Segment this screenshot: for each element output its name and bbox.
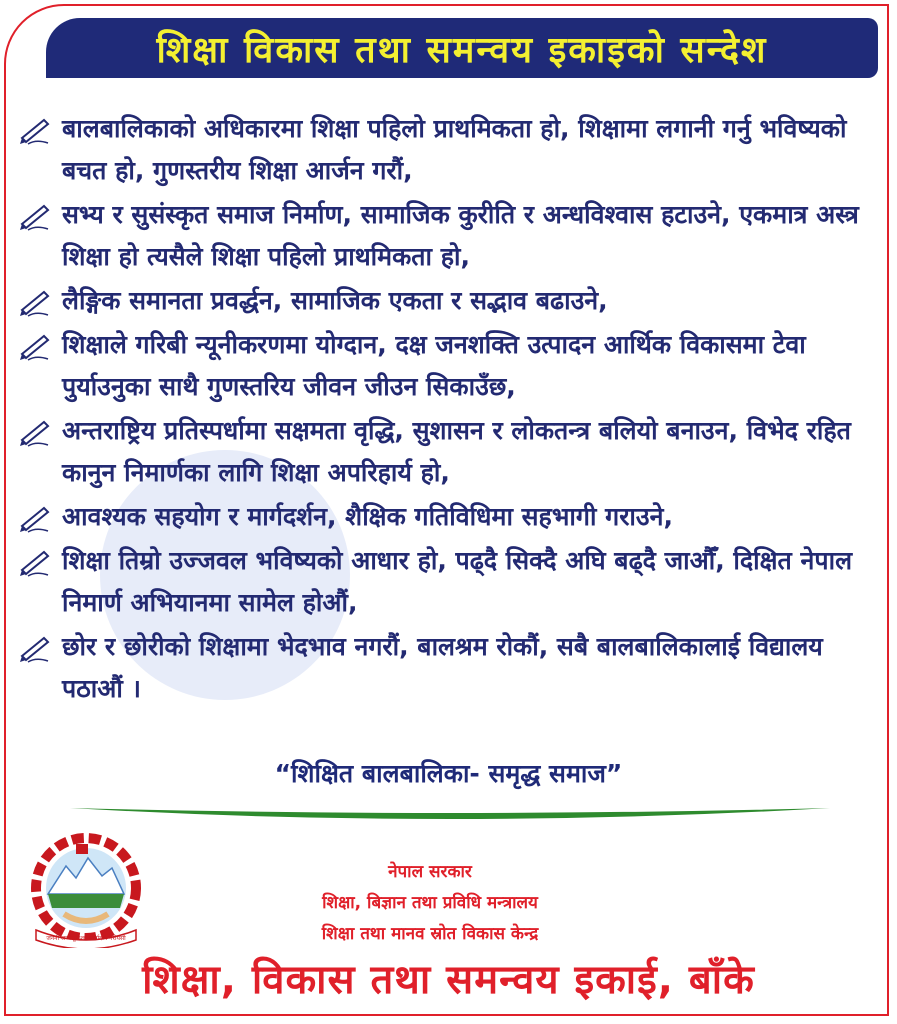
- pen-writing-icon: [18, 112, 52, 146]
- nepal-emblem-icon: [22, 832, 150, 948]
- list-item-text: अन्तराष्ट्रिय प्रतिस्पर्धामा सक्षमता वृद्धि, सुशासन र लोकतन्त्र बलियो बनाउन, विभेद रहित कानुन निमार्णका लागि शिक्षा अपरिहार्य हो,: [62, 416, 851, 487]
- list-item: [18, 108, 888, 192]
- gov-line-government: नेपाल सरकार: [388, 862, 472, 882]
- unit-name: शिक्षा, विकास तथा समन्वय इकाई, बाँके: [142, 957, 755, 1003]
- list-item-text: आवश्यक सहयोग र मार्गदर्शन, शैक्षिक गतिविधिमा सहभागी गराउने,: [62, 502, 673, 531]
- list-item: [18, 540, 888, 624]
- gov-line-ministry: शिक्षा, बिज्ञान तथा प्रविधि मन्त्रालय: [322, 893, 538, 913]
- list-item-text: शिक्षाले गरिबी न्यूनीकरणमा योग्दान, दक्ष जनशक्ति उत्पादन आर्थिक विकासमा टेवा पुर्याउनुका साथै गुणस्तरिय जीवन जीउन सिकाउँछ,: [62, 330, 806, 401]
- green-divider: [70, 804, 830, 826]
- pen-writing-icon: [18, 284, 52, 318]
- pen-writing-icon: [18, 500, 52, 534]
- list-item: [18, 194, 888, 278]
- list-item: [18, 626, 888, 710]
- page-title: शिक्षा विकास तथा समन्वय इकाइको सन्देश: [156, 29, 768, 71]
- list-item: [18, 410, 888, 494]
- message-list: [18, 108, 888, 712]
- list-item-text: बालबालिकाको अधिकारमा शिक्षा पहिलो प्राथमिकता हो, शिक्षामा लगानी गर्नु भविष्यको बचत हो, गुणस्तरीय शिक्षा आर्जन गरौं,: [62, 114, 847, 185]
- list-item-text: लैङ्गिक समानता प्रवर्द्धन, सामाजिक एकता र सद्भाव बढाउने,: [62, 286, 608, 315]
- list-item: [18, 496, 888, 538]
- emblem-caption: जननी जन्मभूमिश्च स्वर्गादपि गरीयसी: [46, 935, 126, 942]
- list-item-text: शिक्षा तिम्रो उज्जवल भविष्यको आधार हो, पढ्दै सिक्दै अघि बढ्दै जाऔँ, दिक्षित नेपाल निमार्ण अभियानमा सामेल होऔं,: [62, 546, 853, 617]
- list-item-text: छोर र छोरीको शिक्षामा भेदभाव नगरौं, बालश्रम रोकौं, सबै बालबालिकालाई विद्यालय पठाऔं ।: [62, 632, 823, 703]
- gov-line-center: शिक्षा तथा मानव स्रोत विकास केन्द्र: [321, 924, 539, 944]
- list-item-text: सभ्य र सुसंस्कृत समाज निर्माण, सामाजिक कुरीति र अन्धविश्वास हटाउने, एकमात्र अस्त्र शिक्षा हो त्यसैले शिक्षा पहिलो प्राथमिकता हो,: [62, 200, 859, 271]
- pen-writing-icon: [18, 544, 52, 578]
- list-item: [18, 280, 888, 322]
- pen-writing-icon: [18, 328, 52, 362]
- pen-writing-icon: [18, 630, 52, 664]
- title-banner: [46, 18, 878, 78]
- slogan: “शिक्षित बालबालिका- समृद्ध समाज”: [274, 759, 623, 788]
- government-lines: [180, 857, 680, 950]
- pen-writing-icon: [18, 198, 52, 232]
- list-item: [18, 324, 888, 408]
- pen-writing-icon: [18, 414, 52, 448]
